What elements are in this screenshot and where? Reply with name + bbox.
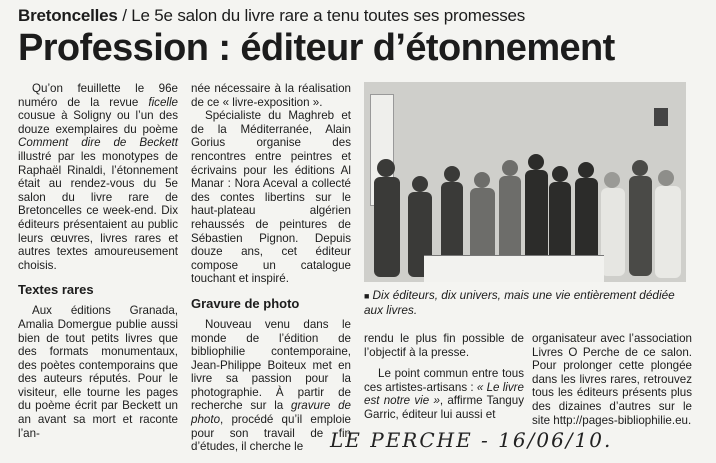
text-run-italic: gravure de photo	[191, 399, 351, 427]
paragraph-intro	[18, 82, 178, 272]
text-run: illustré par les monotypes de Raphaël Rinaldi, l’étonnement était au rendez-vous du 5e salon du livre rare de Bretoncelles ce week-end. Dix éditeurs présentaient au public leurs œuvres, livres rares et autres textes amoureusement choisis.	[18, 149, 178, 272]
column-4	[532, 332, 692, 427]
kicker-text: Le 5e salon du livre rare a tenu toutes ses promesses	[131, 6, 526, 25]
subheading-textes-rares: Textes rares	[18, 282, 94, 298]
text-run-italic: ficelle	[148, 95, 178, 109]
paragraph-point-commun	[364, 367, 524, 421]
paragraph-boiteux	[191, 318, 351, 454]
group-photo	[364, 82, 686, 282]
caption-text: Dix éditeurs, dix univers, mais une vie entièrement dédiée aux livres.	[364, 288, 675, 317]
article-headline: Profession : éditeur d’étonnement	[18, 27, 615, 69]
subheading-gravure-de-photo: Gravure de photo	[191, 295, 300, 311]
paragraph-granada: Aux éditions Granada, Amalia Domergue publie aussi bien de tout petits livres que des formats monumentaux, des poètes contemporains que des auteurs réputés. Pour le visiteur, elle tourne les pages du poème écrit par Beckett un an avant sa mort et raconte l’an-	[18, 304, 178, 440]
column-1	[18, 82, 178, 440]
article-kicker	[18, 6, 525, 26]
photo-caption: ■ Dix éditeurs, dix univers, mais une vie entièrement dédiée aux livres.	[364, 288, 675, 317]
text-run: , affirme Tanguy Garric, éditeur lui aussi et	[364, 394, 524, 421]
kicker-separator: /	[122, 6, 127, 25]
text-run-italic: Comment dire de Beckett	[18, 136, 178, 150]
paragraph-continued: rendu le plus fin possible de l’objectif à la presse.	[364, 332, 524, 359]
column-2	[191, 82, 351, 454]
text-run: Le point commun entre tous ces artistes-artisans :	[364, 367, 524, 394]
text-run: , procédé qu’il emploie pour son travail de fin d’études, il cherche le	[191, 413, 351, 454]
text-run-italic: « Le livre est notre vie »	[364, 380, 524, 408]
paragraph-continued: née nécessaire à la réalisation de ce « livre-exposition ».	[191, 82, 351, 109]
paragraph-organisateur: organisateur avec l’association Livres O Perche de ce salon. Pour prolonger cette plongée dans les livres rares, retrouvez tous les éditeurs présents plus des dizaines d’autres sur le site http://pages-bibliophilie.eu.	[532, 332, 692, 427]
text-run: cousue à Soligny ou l’un des douze exemplaires du poème	[18, 109, 178, 136]
column-3	[364, 332, 524, 422]
text-run: Nouveau venu dans le monde de l’édition de bibliophilie contemporaine, Jean-Philippe Boiteux met en livre sa passion pour la photographie. À partir de recherche sur la	[191, 317, 351, 413]
handwritten-source-note: LE PERCHE - 16/06/10.	[330, 428, 613, 452]
text-run: Qu’on feuillette le 96e numéro de la revue	[18, 82, 178, 109]
paragraph-al-manar: Spécialiste du Maghreb et de la Méditerranée, Alain Gorius organise des rencontres entre peintres et écrivains pour les éditions Al Manar : Nora Aceval a collecté des contes libertins sur le haut-plateau algérien rehaussés de peintures de Sébastien Pignon. Depuis douze ans, cet éditeur compose un catalogue touchant et inspiré.	[191, 109, 351, 286]
kicker-location: Bretoncelles	[18, 6, 118, 25]
